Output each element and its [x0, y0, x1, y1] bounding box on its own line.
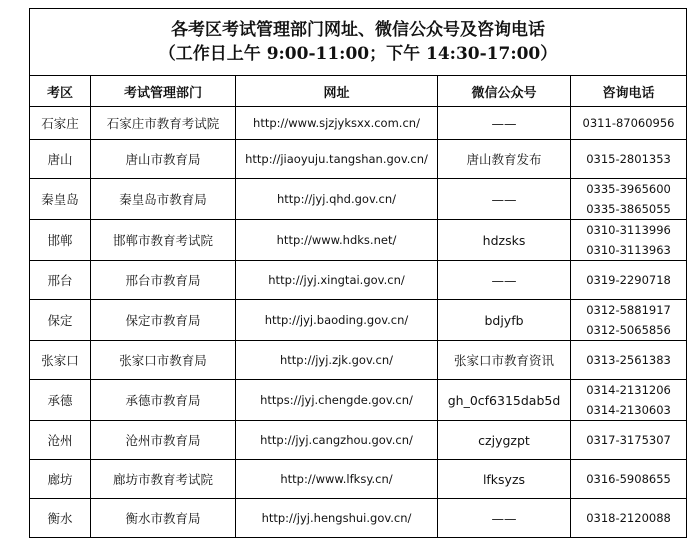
wechat-cell: ——: [438, 261, 571, 300]
wechat-cell: ——: [438, 107, 571, 140]
contact-table-wrapper: [29, 8, 686, 538]
header-department: 考试管理部门: [91, 76, 236, 107]
contact-table: [29, 8, 687, 538]
table-row: [30, 107, 687, 140]
phone-number: 0314-2131206: [586, 383, 671, 397]
phone-number: 0335-3865055: [586, 202, 671, 216]
website-link[interactable]: http://jyj.xingtai.gov.cn/: [236, 261, 438, 300]
phone-cell: [571, 341, 687, 380]
department-cell: 张家口市教育局: [91, 341, 236, 380]
area-cell: 承德: [30, 380, 91, 421]
wechat-cell: ——: [438, 499, 571, 538]
phone-cell: [571, 140, 687, 179]
phone-cell: [571, 499, 687, 538]
phone-cell: [571, 380, 687, 421]
wechat-cell: czjygzpt: [438, 421, 571, 460]
website-link[interactable]: http://www.sjzjyksxx.com.cn/: [236, 107, 438, 140]
area-cell: 张家口: [30, 341, 91, 380]
area-cell: 廊坊: [30, 460, 91, 499]
wechat-cell: 张家口市教育资讯: [438, 341, 571, 380]
website-link[interactable]: http://jyj.baoding.gov.cn/: [236, 300, 438, 341]
phone-cell: [571, 460, 687, 499]
phone-cell: [571, 300, 687, 341]
area-cell: 邯郸: [30, 220, 91, 261]
title-line-2: （工作日上午 9:00-11:00；下午 14:30-17:00）: [158, 44, 558, 64]
phone-number: 0335-3965600: [586, 182, 671, 196]
header-wechat: 微信公众号: [438, 76, 571, 107]
department-cell: 衡水市教育局: [91, 499, 236, 538]
department-cell: 唐山市教育局: [91, 140, 236, 179]
area-cell: 衡水: [30, 499, 91, 538]
table-row: [30, 179, 687, 220]
area-cell: 秦皇岛: [30, 179, 91, 220]
department-cell: 沧州市教育局: [91, 421, 236, 460]
wechat-cell: bdjyfb: [438, 300, 571, 341]
table-row: [30, 140, 687, 179]
phone-number: 0312-5881917: [586, 303, 671, 317]
phone-cell: [571, 107, 687, 140]
website-link[interactable]: http://www.hdks.net/: [236, 220, 438, 261]
website-link[interactable]: http://jyj.cangzhou.gov.cn/: [236, 421, 438, 460]
website-link[interactable]: http://jyj.hengshui.gov.cn/: [236, 499, 438, 538]
phone-number: 0317-3175307: [586, 433, 671, 447]
phone-number: 0313-2561383: [586, 353, 671, 367]
area-cell: 沧州: [30, 421, 91, 460]
table-row: [30, 220, 687, 261]
phone-number: 0319-2290718: [586, 273, 671, 287]
phone-number: 0316-5908655: [586, 472, 671, 486]
header-row: [30, 76, 687, 107]
phone-number: 0315-2801353: [586, 152, 671, 166]
phone-cell: [571, 179, 687, 220]
department-cell: 廊坊市教育考试院: [91, 460, 236, 499]
table-row: [30, 499, 687, 538]
phone-cell: [571, 421, 687, 460]
table-title: [30, 9, 687, 76]
department-cell: 石家庄市教育考试院: [91, 107, 236, 140]
table-row: [30, 460, 687, 499]
table-row: [30, 421, 687, 460]
table-row: [30, 341, 687, 380]
phone-number: 0314-2130603: [586, 403, 671, 417]
header-website: 网址: [236, 76, 438, 107]
department-cell: 保定市教育局: [91, 300, 236, 341]
department-cell: 承德市教育局: [91, 380, 236, 421]
website-link[interactable]: http://jyj.qhd.gov.cn/: [236, 179, 438, 220]
phone-number: 0312-5065856: [586, 323, 671, 337]
wechat-cell: lfksyzs: [438, 460, 571, 499]
department-cell: 邢台市教育局: [91, 261, 236, 300]
phone-cell: [571, 261, 687, 300]
table-row: [30, 300, 687, 341]
phone-number: 0311-87060956: [582, 116, 675, 130]
table-row: [30, 380, 687, 421]
phone-number: 0318-2120088: [586, 511, 671, 525]
area-cell: 石家庄: [30, 107, 91, 140]
title-row: [30, 9, 687, 76]
table-row: [30, 261, 687, 300]
wechat-cell: ——: [438, 179, 571, 220]
area-cell: 保定: [30, 300, 91, 341]
website-link[interactable]: https://jyj.chengde.gov.cn/: [236, 380, 438, 421]
title-line-1: 各考区考试管理部门网址、微信公众号及咨询电话: [171, 20, 546, 40]
phone-number: 0310-3113996: [586, 223, 671, 237]
website-link[interactable]: http://www.lfksy.cn/: [236, 460, 438, 499]
wechat-cell: gh_0cf6315dab5d: [438, 380, 571, 421]
area-cell: 唐山: [30, 140, 91, 179]
area-cell: 邢台: [30, 261, 91, 300]
department-cell: 秦皇岛市教育局: [91, 179, 236, 220]
website-link[interactable]: http://jiaoyuju.tangshan.gov.cn/: [236, 140, 438, 179]
header-phone: 咨询电话: [571, 76, 687, 107]
website-link[interactable]: http://jyj.zjk.gov.cn/: [236, 341, 438, 380]
department-cell: 邯郸市教育考试院: [91, 220, 236, 261]
wechat-cell: hdzsks: [438, 220, 571, 261]
phone-cell: [571, 220, 687, 261]
header-area: 考区: [30, 76, 91, 107]
wechat-cell: 唐山教育发布: [438, 140, 571, 179]
phone-number: 0310-3113963: [586, 243, 671, 257]
